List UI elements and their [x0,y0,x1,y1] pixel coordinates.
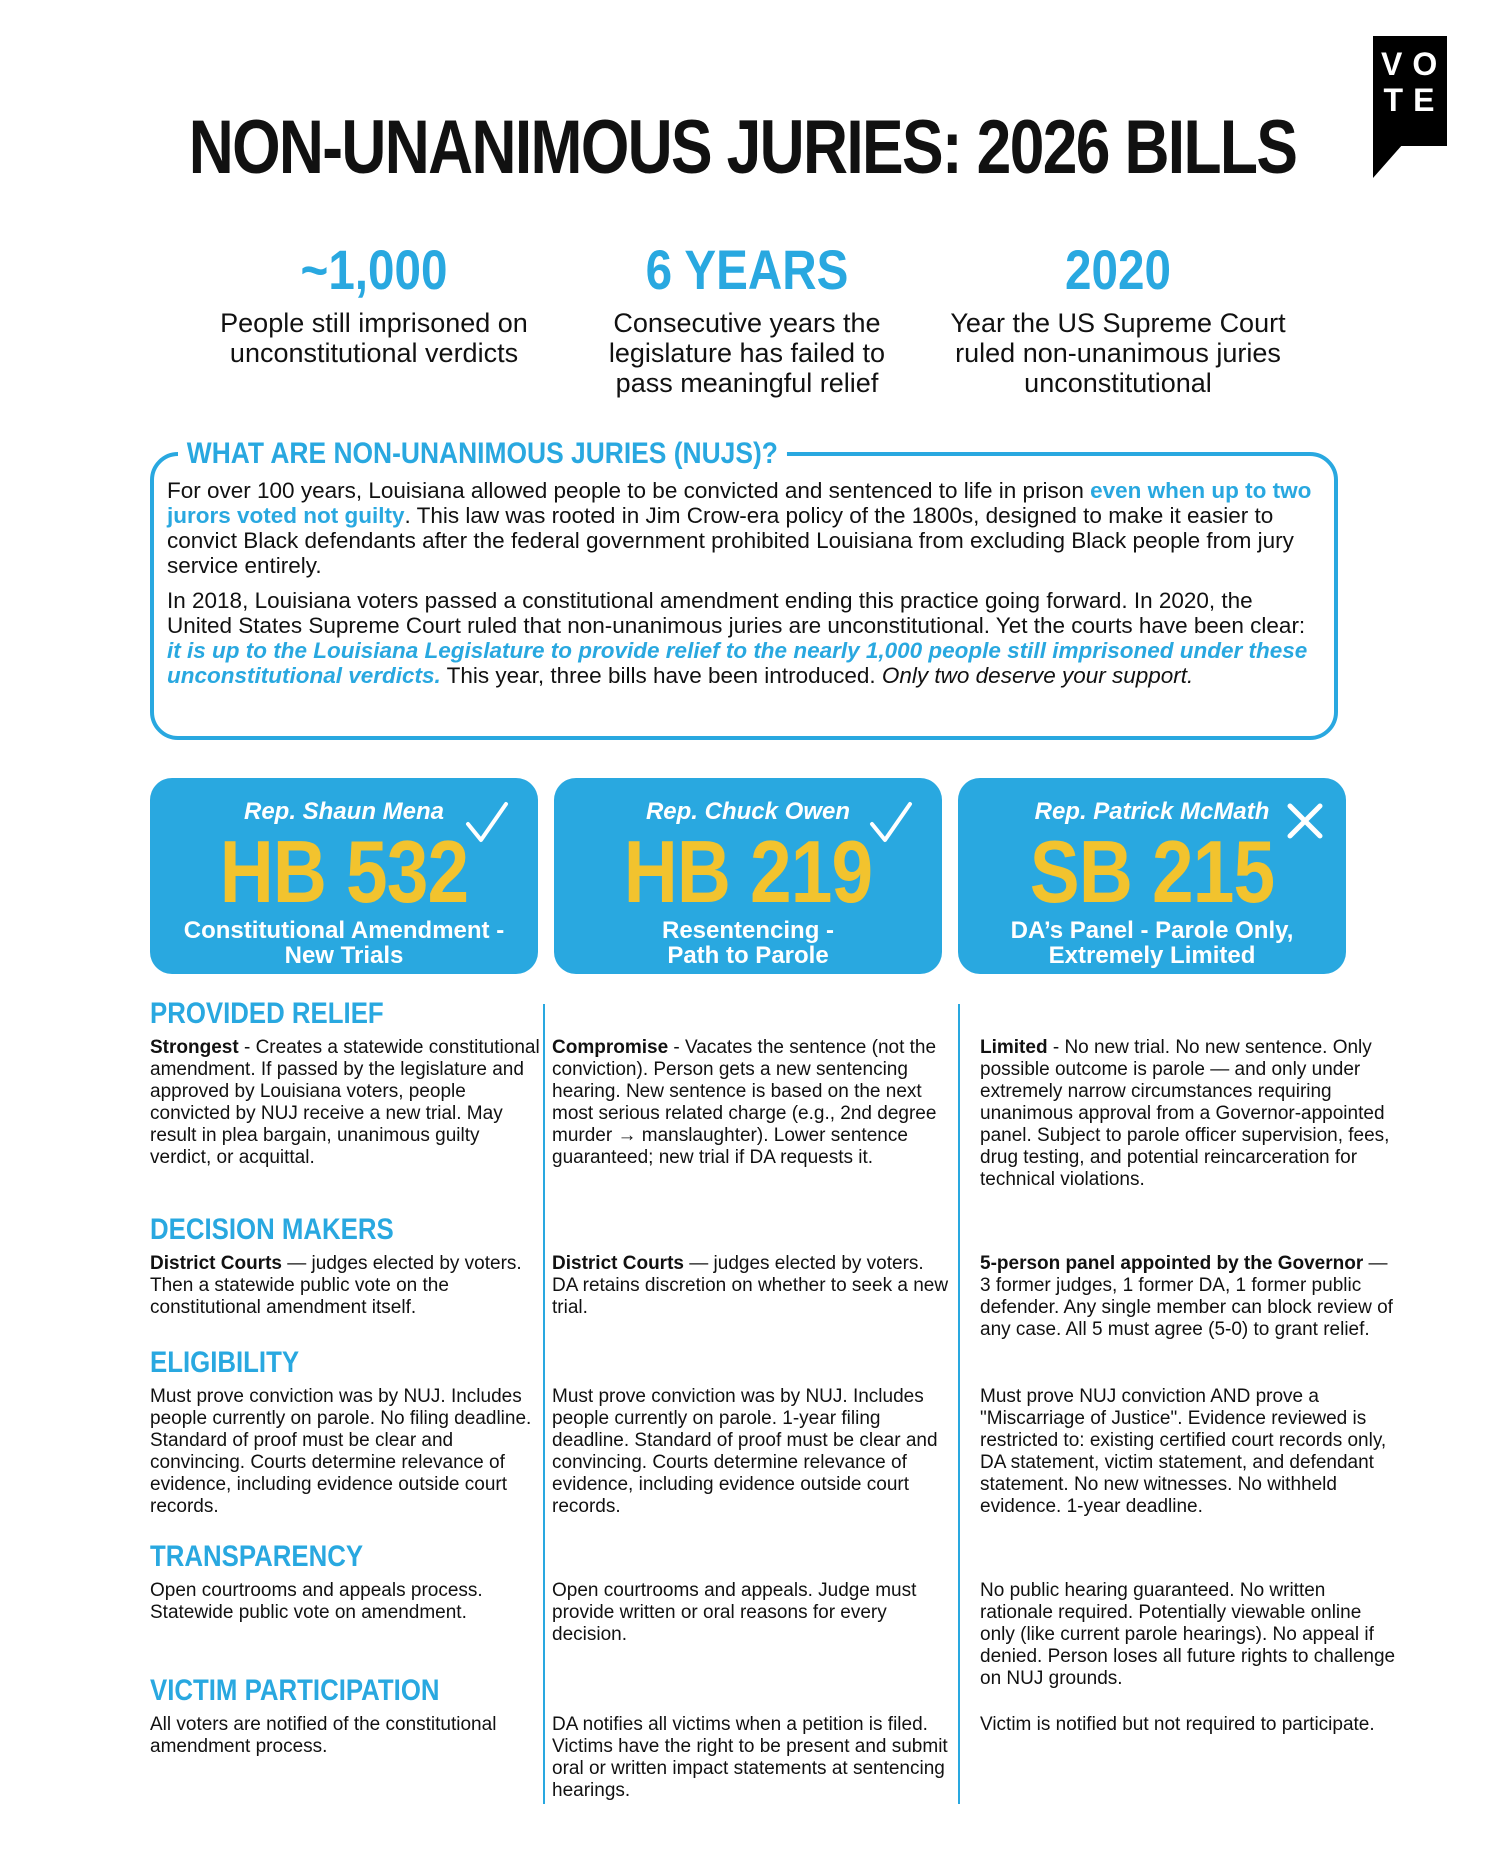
nuj-paragraph-2 [167,588,1317,688]
nuj-p2-italic: Only two deserve your support. [881,663,1194,688]
bill-number: HB 219 [623,822,873,921]
bill-subtitle [554,918,942,968]
bill-sponsor: Rep. Shaun Mena [243,798,445,825]
stat-label: Consecutive years the legislature has failed to pass meaningful relief [608,308,886,398]
transparency-sb215: No public hearing guaranteed. No written rationale required. Potentially viewable online only (like current parole hearings). No appeal if denied. Person loses all future rights to challenge on NUJ grounds. [980,1580,1396,1689]
nuj-p1-highlight: even when up to two jurors voted not guilty [167,478,1312,528]
decision-maker: District Courts [150,1253,282,1274]
bill-card-hb532 [150,778,538,974]
decision-maker: 5-person panel appointed by the Governor [980,1253,1364,1274]
decision-sb215 [980,1253,1400,1341]
relief-rating: Compromise [552,1037,669,1058]
bill-number: HB 532 [219,822,469,921]
nuj-p1-text-end: . This law was rooted in Jim Crow-era policy of the 1800s, designed to make it easier to convict Black defendants after the federal government prohibited Louisiana from excluding Black people from jury service entirely. [167,503,1294,578]
bill-sponsor: Rep. Patrick McMath [1034,798,1270,825]
bill-subtitle-line-1: Resentencing - [661,917,835,944]
stat-value: 2020 [1065,238,1171,301]
bill-card-sb215 [958,778,1346,974]
bill-subtitle-line-1: Constitutional Amendment - [183,917,505,944]
stat-label: Year the US Supreme Court ruled non-unanimous juries unconstitutional [950,308,1286,398]
bill-subtitle-line-2: Path to Parole [667,942,829,969]
relief-rating: Strongest [150,1037,239,1058]
eligibility-hb532: Must prove conviction was by NUJ. Includes people currently on parole. No filing deadline. Standard of proof must be clear and convincing. Courts determine relevance of evidence, including evidence outside court records. [150,1386,532,1517]
page-title: NON-UNANIMOUS JURIES: 2026 BILLS [188,105,1297,190]
eligibility-hb219: Must prove conviction was by NUJ. Includes people currently on parole. 1-year filing deadline. Standard of proof must be clear and convincing. Courts determine relevance of evidence, including evidence outside court records. [552,1386,938,1517]
column-divider [958,1004,960,1804]
check-icon [464,800,510,846]
bill-subtitle [958,918,1346,968]
stat-year-ruling [918,238,1318,398]
bill-subtitle [150,918,538,968]
victim-sb215: Victim is notified but not required to participate. [980,1714,1375,1735]
bill-sponsor: Rep. Chuck Owen [645,798,851,825]
section-heading-decision: DECISION MAKERS [150,1213,394,1246]
nuj-p2-text-end: This year, three bills have been introduced. [440,663,882,688]
nuj-p1-text: For over 100 years, Louisiana allowed people to be convicted and sentenced to life in prison [167,478,1091,503]
section-heading-relief: PROVIDED RELIEF [150,997,384,1030]
decision-text: — judges elected by voters. DA retains discretion on whether to seek a new trial. [552,1253,949,1318]
nuj-p2-highlight: it is up to the Louisiana Legislature to provide relief to the nearly 1,000 people still imprisoned under these unconstitutional verdicts. [167,638,1308,688]
bill-subtitle-line-2: New Trials [284,942,404,969]
relief-text: - Creates a statewide constitutional amendment. If passed by the legislature and approved by Louisiana voters, people convicted by NUJ receive a new trial. May result in plea bargain, unanimous guilty verdict, or acquittal. [150,1037,540,1168]
decision-hb532 [150,1253,540,1319]
decision-text: — 3 former judges, 1 former DA, 1 former public defender. Any single member can block review of any case. All 5 must agree (5-0) to grant relief. [980,1253,1393,1340]
section-heading-eligibility: ELIGIBILITY [150,1346,300,1379]
nuj-paragraph-1 [167,478,1317,578]
bill-card-hb219 [554,778,942,974]
check-icon [868,800,914,846]
nuj-heading: WHAT ARE NON-UNANIMOUS JURIES (NUJS)? [178,436,787,472]
x-icon [1282,798,1328,844]
decision-maker: District Courts [552,1253,684,1274]
stat-value: ~1,000 [300,238,448,301]
relief-hb532 [150,1037,540,1169]
relief-text: - No new trial. No new sentence. Only possible outcome is parole — and only under extremely narrow circumstances requiring unanimous approval from a Governor-appointed panel. Subject to parole officer supervision, fees, drug testing, and potential reincarceration for technical violations. [980,1037,1390,1190]
nuj-p2-text: In 2018, Louisiana voters passed a constitutional amendment ending this practice going forward. In 2020, the United States Supreme Court ruled that non-unanimous juries are unconstitutional. Yet the courts have been clear: [167,588,1306,638]
bill-number: SB 215 [1029,822,1275,921]
transparency-hb532: Open courtrooms and appeals process. Statewide public vote on amendment. [150,1580,483,1623]
stat-imprisoned [174,238,574,368]
bill-subtitle-line-2: Extremely Limited [1048,942,1256,969]
decision-hb219 [552,1253,952,1319]
decision-text: — judges elected by voters. Then a statewide public vote on the constitutional amendment itself. [150,1253,522,1318]
stat-years [547,238,947,398]
eligibility-sb215: Must prove NUJ conviction AND prove a "Miscarriage of Justice". Evidence reviewed is restricted to: existing certified court records only, DA statement, victim statement, and defendant statement. No new witnesses. No withheld evidence. 1-year deadline. [980,1386,1387,1517]
bill-subtitle-line-1: DA’s Panel - Parole Only, [1010,917,1294,944]
section-heading-transparency: TRANSPARENCY [150,1540,364,1573]
relief-rating: Limited [980,1037,1048,1058]
vote-logo [1373,36,1447,146]
stat-value: 6 YEARS [645,238,849,301]
section-heading-victim: VICTIM PARTICIPATION [150,1674,440,1707]
victim-hb532: All voters are notified of the constitutional amendment process. [150,1714,497,1757]
victim-hb219: DA notifies all victims when a petition is filed. Victims have the right to be present and submit oral or written impact statements at sentencing hearings. [552,1714,948,1801]
relief-text: - Vacates the sentence (not the conviction). Person gets a new sentencing hearing. New sentence is based on the next most serious related charge (e.g., 2nd degree murder → manslaughter). Lower sentence guaranteed; new trial if DA requests it. [552,1037,937,1168]
transparency-hb219: Open courtrooms and appeals. Judge must provide written or oral reasons for every decision. [552,1580,917,1645]
relief-sb215 [980,1037,1400,1191]
logo-speech-tail [1373,144,1403,178]
relief-hb219 [552,1037,952,1169]
nuj-body [167,478,1317,698]
column-divider [543,1004,545,1804]
logo-text: VO TE [1381,46,1448,118]
stat-label: People still imprisoned on unconstitutional verdicts [220,308,528,368]
